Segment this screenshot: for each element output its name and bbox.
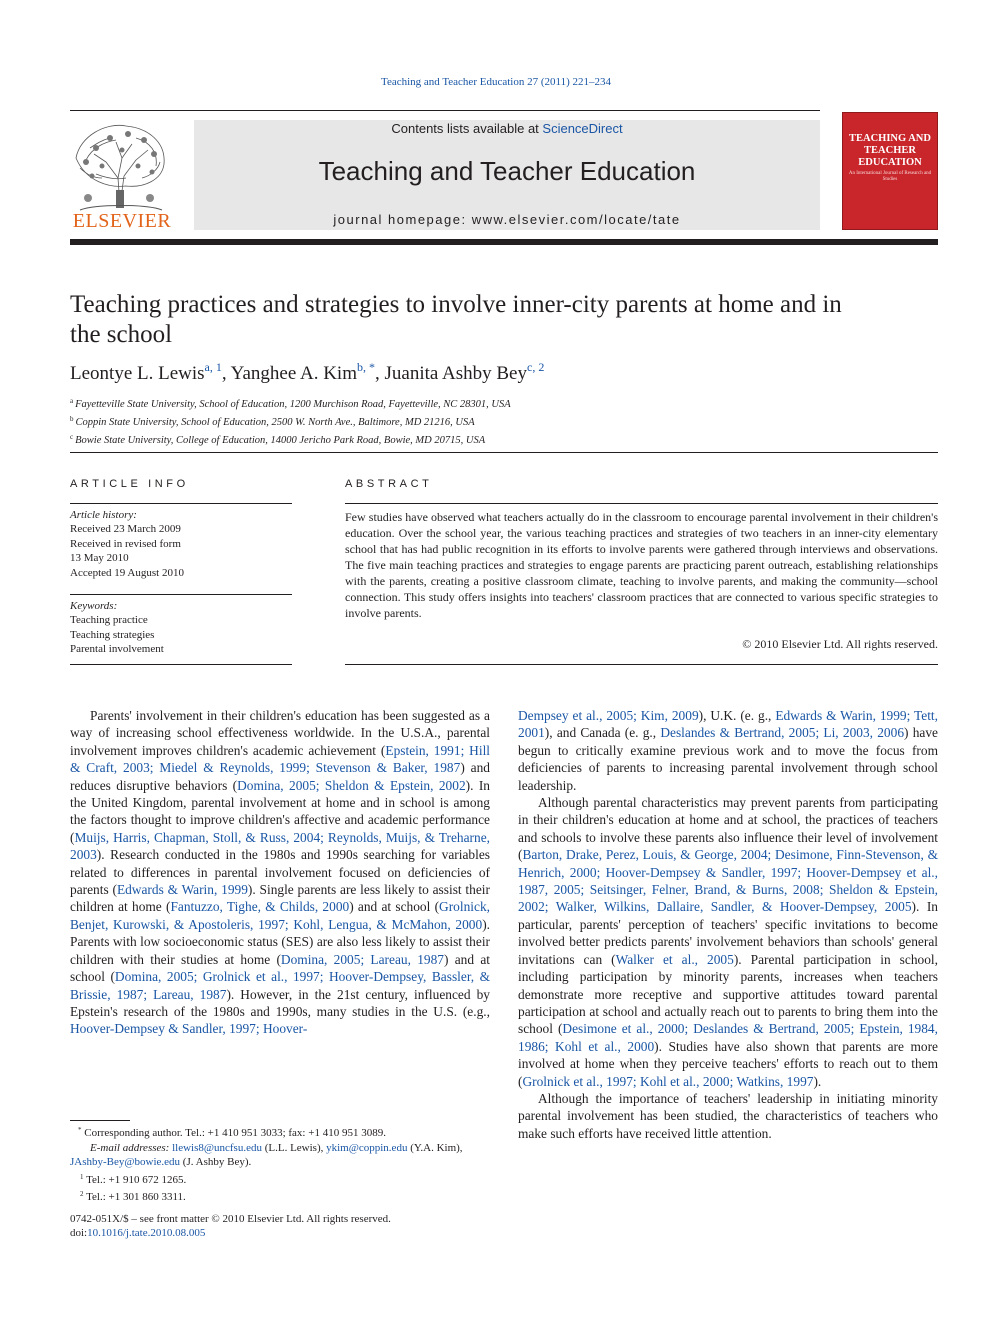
info-rule xyxy=(70,452,938,453)
running-head[interactable]: Teaching and Teacher Education 27 (2011) 221–234 xyxy=(381,76,611,88)
history-item: Received in revised form xyxy=(70,537,181,550)
footnote-text: Tel.: +1 301 860 3311. xyxy=(86,1191,186,1204)
body-text: ), and Canada (e. g., xyxy=(544,725,661,741)
body-text: ). Single parents are less likely to assist their children at home ( xyxy=(70,882,490,915)
article-title: Teaching practices and strategies to involve inner-city parents at home and in the school xyxy=(70,291,842,348)
top-rule xyxy=(70,110,820,111)
front-matter xyxy=(70,1212,490,1241)
email-link-bey[interactable]: JAshby-Bey@bowie.edu xyxy=(70,1156,181,1169)
body-text: Parents' involvement in their children's education has been suggested as a way of increasing school effectiveness worldwide. In the U.S.A., parental involvement improves children's academic achievement xyxy=(70,708,490,758)
body-text: ). In particular, parents' perception of teachers' specific invitations to become involved better predicts parents' involvement behaviors than schools' general invitations can ( xyxy=(518,899,938,967)
body-text: ). xyxy=(813,1073,822,1089)
citation-link[interactable]: Domina, 2005; Sheldon & Epstein, 2002 xyxy=(237,777,466,793)
contents-line xyxy=(194,121,820,136)
author-name[interactable]: Leontye L. Lewis xyxy=(70,363,205,384)
citation-link[interactable]: Deslandes & Bertrand, 2005; Li, 2003, 2006 xyxy=(660,725,905,741)
cover-subtitle: An International Journal of Research and Studies xyxy=(848,171,932,182)
body-text: ). However, in the 21st century, influenced by Epstein's research of the 1980s and 1990s, many studies in the U.S. (e.g., xyxy=(70,986,490,1019)
affiliation xyxy=(70,394,930,412)
author-list xyxy=(70,360,930,385)
email-link-lewis[interactable]: llewis8@uncfsu.edu xyxy=(172,1141,262,1154)
body-column-right xyxy=(518,707,938,1142)
affiliation xyxy=(70,430,930,448)
citation-link[interactable]: Epstein, 1991; Hill & Craft, 2003; Miedel & Reynolds, 1999; Stevenson & Baker, 1987 xyxy=(70,742,491,776)
footnote-corresponding xyxy=(70,1123,490,1141)
body-text: ) and at school ( xyxy=(349,899,440,915)
keyword-item: Parental involvement xyxy=(70,643,164,656)
affiliation-text: Fayetteville State University, School of Education, 1200 Murchison Road, Fayetteville, NC 28301, USA xyxy=(75,399,511,410)
author-separator: , xyxy=(375,363,385,384)
doi-line xyxy=(70,1226,490,1240)
contents-prefix: Contents lists available at xyxy=(391,121,543,136)
email-label: E-mail addresses: xyxy=(90,1141,170,1154)
footnote-mark: * xyxy=(78,1126,82,1134)
body-text: ). Parents with low socioeconomic status (SES) are also less likely to assist their children with their studies at home ( xyxy=(70,916,490,967)
keyword-list xyxy=(70,613,292,656)
abstract-bottom-rule xyxy=(345,664,938,665)
history-item: 13 May 2010 xyxy=(70,552,129,565)
author-marks[interactable]: c, 2 xyxy=(527,360,545,374)
journal-title: Teaching and Teacher Education xyxy=(318,156,696,186)
body-text: ). Parental participation in school, including participation by minority parents, increases when teachers demonstrate more receptive and supportive attitudes toward parental participation at school and actually reach out to parents to bring them into the school ( xyxy=(518,951,938,1037)
footnote-rule xyxy=(70,1120,130,1121)
author-marks[interactable]: b, * xyxy=(357,360,375,374)
journal-masthead xyxy=(194,120,820,230)
body-text: ). Research conducted in the 1980s and 1990s searching for variables related to differences in parental involvement focused on deficiencies of parents ( xyxy=(70,847,490,898)
keywords-rule xyxy=(70,664,292,665)
footnote-emails-cont xyxy=(70,1155,490,1170)
email-owner: (J. Ashby Bey). xyxy=(180,1156,252,1169)
cover-title: TEACHING AND TEACHER EDUCATION xyxy=(849,133,931,168)
citation-link[interactable]: Muijs, Harris, Chapman, Stoll, & Russ, 2004; Reynolds, Muijs, & Treharne, 2003 xyxy=(70,829,490,863)
footnote-text: Tel.: +1 910 672 1265. xyxy=(86,1173,187,1186)
citation-link[interactable]: Dempsey et al., 2005; Kim, 2009 xyxy=(518,708,699,723)
corresponding-text: Corresponding author. Tel.: +1 410 951 3033; fax: +1 410 951 3089. xyxy=(84,1127,386,1139)
affiliation-text: Bowie State University, College of Education, 14000 Jericho Park Road, Bowie, MD 20715, USA xyxy=(75,435,486,447)
citation-link[interactable]: Grolnick, Benjet, Kurowski, & Apostoleris, 1997; Kohl, Lengua, & McMahon, 2000 xyxy=(70,899,490,932)
citation-link[interactable]: Grolnick et al., 1997; Kohl et al., 2000; Watkins, 1997 xyxy=(522,1073,814,1089)
author-name[interactable]: Juanita Ashby Bey xyxy=(384,363,527,384)
body-text: ) and reduces disruptive behaviors ( xyxy=(70,760,490,793)
citation-link[interactable]: Fantuzzo, Tighe, & Childs, 2000 xyxy=(170,899,350,915)
footnote-1 xyxy=(70,1170,490,1188)
body-text: ), U.K. (e. g., xyxy=(698,708,776,723)
doi-label: doi: xyxy=(70,1227,88,1240)
history-label: Article history: xyxy=(70,509,137,521)
footnote-2 xyxy=(70,1187,490,1205)
body-text: ( xyxy=(380,742,386,758)
journal-homepage[interactable]: journal homepage: www.elsevier.com/locate/tate xyxy=(333,212,681,227)
citation-link[interactable]: Edwards & Warin, 1999; Tett, 2001 xyxy=(518,708,938,741)
abstract-heading: ABSTRACT xyxy=(345,478,433,490)
body-text: ). Studies have also shown that parents are more involved at home when they perceive teachers' efforts to reach out to them ( xyxy=(518,1038,938,1089)
footnote-mark: 2 xyxy=(80,1190,84,1199)
header-rule xyxy=(70,239,938,245)
doi-link[interactable]: 10.1016/j.tate.2010.08.005 xyxy=(87,1227,206,1240)
affiliations xyxy=(70,394,930,449)
article-info-heading: ARTICLE INFO xyxy=(70,478,189,490)
citation-link[interactable]: Barton, Drake, Perez, Louis, & George, 2004; Desimone, Finn-Stevenson, & Henrich, 2000; Hoover-Dempsey & Sandler, 1997; Hoover-Dempsey et al., 1987, 2005; Seitsinger, Felner, Brand, & Burns, 2008; Sheldon & Epstein, 2002; Walker, Wilkins, Dallaire, Sandler, & Hoover-Dempsey, 2005 xyxy=(518,847,938,915)
sciencedirect-link[interactable]: ScienceDirect xyxy=(542,121,623,136)
affiliation-mark: a xyxy=(70,397,74,405)
affiliation-mark: b xyxy=(70,415,74,424)
keywords-label: Keywords: xyxy=(70,600,118,612)
email-link-kim[interactable]: ykim@coppin.edu xyxy=(326,1141,408,1154)
body-paragraph xyxy=(518,1090,938,1142)
author-name[interactable]: Yanghee A. Kim xyxy=(230,363,357,384)
citation-link[interactable]: Walker et al., 2005 xyxy=(615,951,734,967)
affiliation-text: Coppin State University, School of Education, 2500 W. North Ave., Baltimore, MD 21216, USA xyxy=(75,417,475,429)
body-text: Although the importance of teachers' leadership in initiating minority parental involvement has been studied, the characteristics of teachers who make such efforts have received little attention. xyxy=(518,1090,938,1141)
keyword-item: Teaching strategies xyxy=(70,628,155,641)
body-text: Although parental characteristics may prevent parents from participating in their children's education at home and at school, the practices of teachers and schools to involve these parents also influence their level of involvement ( xyxy=(518,795,938,863)
email-owner: (Y.A. Kim), xyxy=(407,1141,463,1154)
footnotes xyxy=(70,1123,490,1205)
citation-link[interactable]: Hoover-Dempsey & Sandler, 1997; Hoover- xyxy=(70,1021,308,1037)
abstract-text: Few studies have observed what teachers actually do in the classroom to encourage parental involvement in their children's education. Over the school year, the various teaching practices and strategies of two teachers in an inner-city elementary school that has had public recognition in its efforts to involve parents were gathered through interviews and observations. The five main teaching practices and strategies to engage parents are practicing parent outreach, establishing relationships with the parents, creating a positive classroom climate, teaching to involve parents, and making the community—school connection. This study offers insights into teachers' classroom practices that are connected to various specific strategies to involve parents. xyxy=(345,510,938,620)
publisher-logo[interactable]: ELSEVIER xyxy=(72,210,172,232)
body-paragraph xyxy=(518,707,938,794)
body-paragraph xyxy=(518,794,938,1090)
affiliation-mark: c xyxy=(70,433,74,442)
body-paragraph xyxy=(70,707,490,1038)
footnote-emails xyxy=(70,1141,490,1156)
history-item: Accepted 19 August 2010 xyxy=(70,566,184,579)
abstract-rule xyxy=(345,503,938,504)
body-text: ) have begun to critically examine previous work and to move the focus from deficiencies of parents to increasing parental involvement through school leadership. xyxy=(518,725,938,793)
journal-cover-thumbnail[interactable] xyxy=(842,112,938,230)
citation-link[interactable]: Desimone et al., 2000; Deslandes & Bertrand, 2005; Epstein, 1984, 1986; Kohl et al., 2000 xyxy=(518,1021,938,1054)
citation-link[interactable]: Edwards & Warin, 1999 xyxy=(116,882,248,898)
body-text: ) and at school ( xyxy=(70,951,490,985)
author-marks[interactable]: a, 1 xyxy=(204,360,222,374)
body-column-left xyxy=(70,707,490,1038)
citation-link[interactable]: Domina, 2005; Lareau, 1987 xyxy=(280,951,444,967)
article-history xyxy=(70,508,292,580)
author-separator: , xyxy=(221,363,231,384)
body-text: ). In the United Kingdom, parental involvement at home and in school is among the factors thought to improve children's affective and academic performance ( xyxy=(70,777,490,845)
keyword-item: Teaching practice xyxy=(70,614,148,627)
history-list xyxy=(70,522,292,580)
abstract-copyright: © 2010 Elsevier Ltd. All rights reserved. xyxy=(742,637,938,651)
email-owner: (L.L. Lewis), xyxy=(261,1141,327,1154)
keywords xyxy=(70,599,292,657)
history-rule xyxy=(70,594,292,595)
affiliation xyxy=(70,412,930,430)
issn-line: 0742-051X/$ – see front matter © 2010 Elsevier Ltd. All rights reserved. xyxy=(70,1213,391,1225)
history-item: Received 23 March 2009 xyxy=(70,523,181,536)
article-info-rule xyxy=(70,503,292,504)
footnote-mark: 1 xyxy=(80,1172,84,1181)
citation-link[interactable]: Domina, 2005; Grolnick et al., 1997; Hoover-Dempsey, Bassler, & Brissie, 1987; Lareau, 1987 xyxy=(70,969,490,1002)
